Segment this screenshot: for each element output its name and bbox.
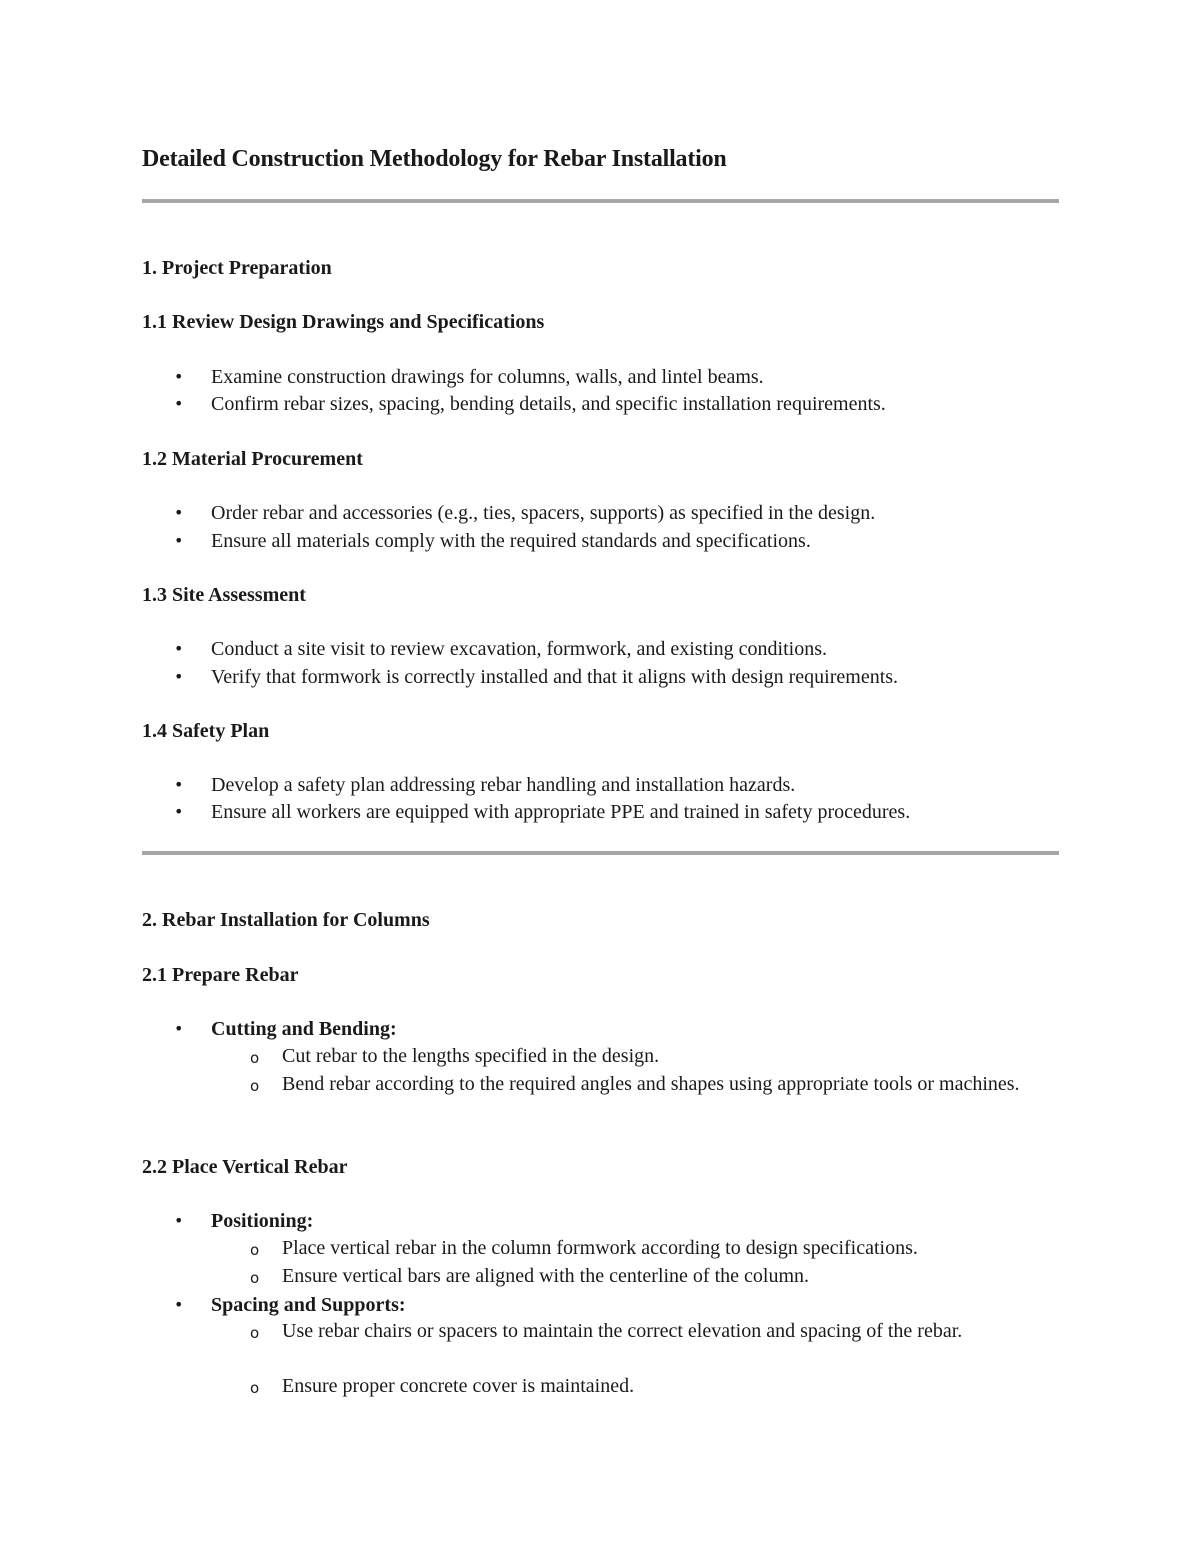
sub-list-item: Ensure proper concrete cover is maintained. (282, 1375, 635, 1397)
list-item: Ensure all workers are equipped with appropriate PPE and trained in safety procedures. (211, 801, 911, 823)
list-item-label: Positioning: (211, 1210, 314, 1232)
bullet-icon: • (174, 503, 184, 522)
list-item: Order rebar and accessories (e.g., ties, spacers, supports) as specified in the design. (211, 502, 876, 524)
list-item: Conduct a site visit to review excavation, formwork, and existing conditions. (211, 638, 827, 660)
sub-list-item: Place vertical rebar in the column formwork according to design specifications. (282, 1237, 918, 1259)
sub-bullet-icon: o (250, 1324, 260, 1342)
horizontal-rule (142, 851, 1059, 855)
subsection-heading: 1.2 Material Procurement (142, 448, 363, 470)
sub-list-item: Use rebar chairs or spacers to maintain the correct elevation and spacing of the rebar. (282, 1320, 963, 1342)
bullet-icon: • (174, 1295, 184, 1314)
subsection-heading: 2.1 Prepare Rebar (142, 964, 299, 986)
sub-list-item: Bend rebar according to the required angles and shapes using appropriate tools or machines. (282, 1073, 1020, 1095)
bullet-icon: • (174, 775, 184, 794)
list-item-label: Cutting and Bending: (211, 1018, 397, 1040)
bullet-icon: • (174, 367, 184, 386)
sub-bullet-icon: o (250, 1269, 260, 1287)
sub-bullet-icon: o (250, 1241, 260, 1259)
bullet-icon: • (174, 1019, 184, 1038)
bullet-icon: • (174, 531, 184, 550)
list-item: Examine construction drawings for columns, walls, and lintel beams. (211, 366, 764, 388)
list-item: Confirm rebar sizes, spacing, bending details, and specific installation requirements. (211, 393, 886, 415)
document-title: Detailed Construction Methodology for Rebar Installation (142, 146, 727, 172)
subsection-heading: 1.4 Safety Plan (142, 720, 270, 742)
list-item: Ensure all materials comply with the required standards and specifications. (211, 530, 811, 552)
bullet-icon: • (174, 667, 184, 686)
subsection-heading: 1.1 Review Design Drawings and Specifications (142, 311, 545, 333)
sub-bullet-icon: o (250, 1049, 260, 1067)
sub-bullet-icon: o (250, 1379, 260, 1397)
horizontal-rule (142, 199, 1059, 203)
bullet-icon: • (174, 639, 184, 658)
section-heading: 2. Rebar Installation for Columns (142, 909, 430, 931)
list-item-label: Spacing and Supports: (211, 1294, 406, 1316)
bullet-icon: • (174, 1211, 184, 1230)
sub-list-item: Ensure vertical bars are aligned with the centerline of the column. (282, 1265, 810, 1287)
subsection-heading: 2.2 Place Vertical Rebar (142, 1156, 348, 1178)
list-item: Verify that formwork is correctly installed and that it aligns with design requirements. (211, 666, 899, 688)
bullet-icon: • (174, 802, 184, 821)
sub-bullet-icon: o (250, 1077, 260, 1095)
subsection-heading: 1.3 Site Assessment (142, 584, 306, 606)
list-item: Develop a safety plan addressing rebar handling and installation hazards. (211, 774, 796, 796)
bullet-icon: • (174, 394, 184, 413)
section-heading: 1. Project Preparation (142, 257, 332, 279)
sub-list-item: Cut rebar to the lengths specified in the design. (282, 1045, 660, 1067)
